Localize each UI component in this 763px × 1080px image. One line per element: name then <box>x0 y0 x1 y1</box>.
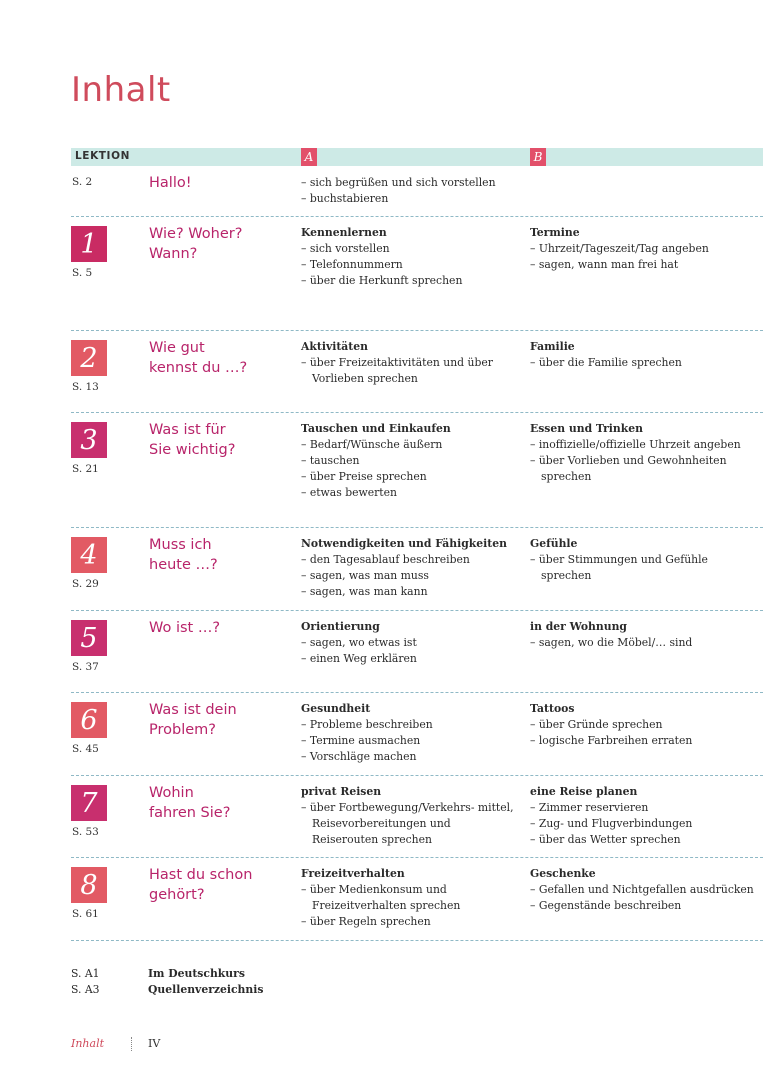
lesson-col-b <box>530 225 760 273</box>
lesson-col-b <box>530 536 760 584</box>
topic-heading: Tauschen und Einkaufen <box>301 422 451 435</box>
topic-heading: Gefühle <box>530 537 578 550</box>
lesson-title-line: fahren Sie? <box>149 805 231 821</box>
topic-heading: Freizeitverhalten <box>301 867 405 880</box>
list-item: – sagen, wann man frei hat <box>530 258 679 271</box>
topic-heading: Familie <box>530 340 575 353</box>
topic-heading: Orientierung <box>301 620 380 633</box>
list-item: – Probleme beschreiben <box>301 718 433 731</box>
list-item: – sagen, was man kann <box>301 585 428 598</box>
row-separator <box>71 412 763 413</box>
topic-heading: Aktivitäten <box>301 340 369 353</box>
list-item: – Gefallen und Nichtgefallen ausdrücken <box>530 883 754 896</box>
list-item: – etwas bewerten <box>301 486 397 499</box>
lesson-number-badge: 5 <box>71 620 107 656</box>
page-ref: S. 13 <box>72 381 99 393</box>
page-ref: S. 2 <box>72 176 93 188</box>
appendix-list <box>71 966 263 998</box>
list-item: – inoffizielle/offizielle Uhrzeit angeben <box>530 438 741 451</box>
list-item: – über Freizeitaktivitäten und über Vorlieben sprechen <box>301 356 493 385</box>
lesson-number-badge: 8 <box>71 867 107 903</box>
list-item: – über Medienkonsum und Freizeitverhalten sprechen <box>301 883 461 912</box>
row-separator <box>71 216 763 217</box>
lesson-title-line: Hast du schon <box>149 867 253 883</box>
lesson-title-line: Was ist dein <box>149 702 237 718</box>
row-separator <box>71 610 763 611</box>
lesson-title-line: Wo ist …? <box>149 620 221 636</box>
list-item: – sagen, wo etwas ist <box>301 636 417 649</box>
page-ref: S. 53 <box>72 826 99 838</box>
lesson-title-line: gehört? <box>149 887 205 903</box>
lesson-col-b <box>530 701 760 749</box>
list-item: – über Stimmungen und Gefühle sprechen <box>530 553 708 582</box>
lesson-number-badge: 1 <box>71 226 107 262</box>
list-item: – Gegenstände beschreiben <box>530 899 682 912</box>
intro-col-a <box>301 175 516 207</box>
page-footer <box>71 1037 160 1051</box>
list-item: – sagen, wo die Möbel/… sind <box>530 636 693 649</box>
row-separator <box>71 527 763 528</box>
lesson-col-a <box>301 701 516 765</box>
list-item: – Zimmer reservieren <box>530 801 649 814</box>
list-item: – über Gründe sprechen <box>530 718 663 731</box>
header-lektion: LEKTION <box>75 150 130 162</box>
row-separator <box>71 857 763 858</box>
appendix-page: S. A3 <box>71 983 100 996</box>
list-item: – sich vorstellen <box>301 242 390 255</box>
lesson-number-badge: 4 <box>71 537 107 573</box>
list-item: – buchstabieren <box>301 192 389 205</box>
lesson-title <box>149 338 289 378</box>
page-ref: S. 61 <box>72 908 99 920</box>
topic-heading: privat Reisen <box>301 785 382 798</box>
lesson-col-a <box>301 339 516 387</box>
page-ref: S. 21 <box>72 463 99 475</box>
row-separator <box>71 775 763 776</box>
appendix-name: Quellenverzeichnis <box>148 983 264 996</box>
list-item: – über die Herkunft sprechen <box>301 274 463 287</box>
lesson-title-line: heute …? <box>149 557 218 573</box>
lesson-title: Hallo! <box>149 175 192 191</box>
list-item: – Bedarf/Wünsche äußern <box>301 438 443 451</box>
lesson-col-a <box>301 784 516 848</box>
lesson-col-b <box>530 784 760 848</box>
lesson-title-line: Wie gut <box>149 340 205 356</box>
header-col-b: B <box>530 148 546 166</box>
list-item: – Termine ausmachen <box>301 734 421 747</box>
list-item: – Telefonnummern <box>301 258 403 271</box>
footer-divider <box>131 1037 132 1051</box>
header-col-a: A <box>301 148 317 166</box>
lesson-title-line: Problem? <box>149 722 216 738</box>
lesson-number-badge: 3 <box>71 422 107 458</box>
list-item: – den Tagesablauf beschreiben <box>301 553 470 566</box>
list-item: – über Fortbewegung/Verkehrs- mittel, Reisevorbereitungen und Reiserouten sprechen <box>301 801 514 846</box>
row-separator <box>71 692 763 693</box>
page-title: Inhalt <box>71 70 171 110</box>
lesson-col-a <box>301 866 516 930</box>
list-item: – sagen, was man muss <box>301 569 429 582</box>
lesson-col-a <box>301 619 516 667</box>
lesson-title <box>149 420 289 460</box>
topic-heading: Gesundheit <box>301 702 371 715</box>
lesson-col-a <box>301 421 516 501</box>
topic-heading: in der Wohnung <box>530 620 627 633</box>
page-ref: S. 45 <box>72 743 99 755</box>
list-item: – Zug- und Flugverbindungen <box>530 817 693 830</box>
lesson-title-line: kennst du …? <box>149 360 248 376</box>
lesson-col-b <box>530 339 760 371</box>
lesson-title-line: Muss ich <box>149 537 212 553</box>
list-item: – logische Farbreihen erraten <box>530 734 693 747</box>
list-item: – über die Familie sprechen <box>530 356 682 369</box>
list-item: – tauschen <box>301 454 360 467</box>
list-item: – einen Weg erklären <box>301 652 417 665</box>
lesson-title <box>149 783 289 823</box>
footer-page-number: IV <box>148 1037 161 1050</box>
lesson-number-badge: 7 <box>71 785 107 821</box>
lesson-title <box>149 618 289 638</box>
lesson-col-a <box>301 225 516 289</box>
list-item: – sich begrüßen und sich vorstellen <box>301 176 496 189</box>
page-ref: S. 5 <box>72 267 93 279</box>
page-ref: S. 29 <box>72 578 99 590</box>
topic-heading: Termine <box>530 226 580 239</box>
topic-heading: Geschenke <box>530 867 596 880</box>
appendix-item[interactable] <box>71 966 263 982</box>
appendix-item[interactable] <box>71 982 263 998</box>
appendix-name: Im Deutschkurs <box>148 967 245 980</box>
list-item: – Vorschläge machen <box>301 750 417 763</box>
lesson-title-line: Was ist für <box>149 422 226 438</box>
list-item: – über Vorlieben und Gewohnheiten sprechen <box>530 454 727 483</box>
list-item: – über Preise sprechen <box>301 470 427 483</box>
topic-heading: Notwendigkeiten und Fähigkeiten <box>301 537 507 550</box>
lesson-title <box>149 535 289 575</box>
row-separator <box>71 940 763 941</box>
lesson-title-line: Sie wichtig? <box>149 442 236 458</box>
list-item: – Uhrzeit/Tageszeit/Tag angeben <box>530 242 709 255</box>
topic-heading: eine Reise planen <box>530 785 638 798</box>
appendix-page: S. A1 <box>71 967 100 980</box>
lesson-col-a <box>301 536 516 600</box>
topic-heading: Kennenlernen <box>301 226 387 239</box>
row-separator <box>71 330 763 331</box>
lesson-title <box>149 224 289 264</box>
lesson-col-b <box>530 866 760 914</box>
lesson-title <box>149 865 289 905</box>
footer-section: Inhalt <box>71 1037 105 1050</box>
lesson-number-badge: 2 <box>71 340 107 376</box>
list-item: – über Regeln sprechen <box>301 915 431 928</box>
lesson-col-b <box>530 421 760 485</box>
lesson-title <box>149 700 289 740</box>
list-item: – über das Wetter sprechen <box>530 833 681 846</box>
page-ref: S. 37 <box>72 661 99 673</box>
lesson-col-b <box>530 619 760 651</box>
lesson-title-line: Wohin <box>149 785 194 801</box>
topic-heading: Tattoos <box>530 702 575 715</box>
lesson-title-line: Wie? Woher? <box>149 226 243 242</box>
lesson-number-badge: 6 <box>71 702 107 738</box>
table-header <box>71 148 763 166</box>
topic-heading: Essen und Trinken <box>530 422 643 435</box>
lesson-title-line: Wann? <box>149 246 198 262</box>
